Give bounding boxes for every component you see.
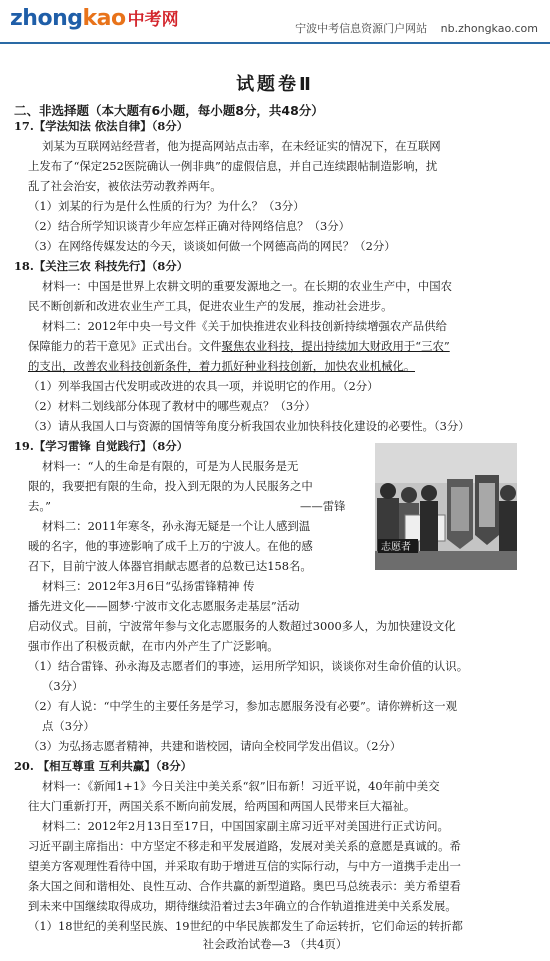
q19-text-line: 启动仪式。目前，宁波常年参与文化志愿服务的人数超过3000多人，为加快建设文化	[28, 619, 456, 633]
q18-underlined-text: 的支出，改善农业科技创新条件，	[28, 359, 199, 373]
q18-text-line: 材料二：2012年中央一号文件《关于加快推进农业科技创新持续增强农产品供给	[42, 319, 447, 333]
q17-sub2: （2）结合所学知识谈青少年应怎样正确对待网络信息？（3分）	[28, 219, 351, 233]
logo-text-zhong: zhong	[10, 6, 83, 31]
page-footer: 社会政治试卷—3 （共4页）	[202, 937, 348, 951]
site-name: 宁波中考信息资源门户网站	[295, 22, 428, 35]
q18-text-line: 民不断创新和改进农业生产工具，促进农业生产的发展，推动社会进步。	[28, 299, 393, 313]
q19-text-line: 播先进文化——圆梦·宁波市文化志愿服务走基层”活动	[28, 599, 300, 613]
q18-sub1: （1）列举我国古代发明或改进的农具一项，并说明它的作用。（2分）	[28, 379, 379, 393]
q18-sub2: （2）材料二划线部分体现了教材中的哪些观点？（3分）	[28, 399, 316, 413]
q19-text-line: 暖的名字，他的事迹影响了成千上万的宁波人。在他的感	[28, 539, 313, 553]
q17-sub3: （3）在网络传媒发达的今天，谈谈如何做一个网德高尚的网民？（2分）	[28, 239, 396, 253]
q18-underlined-text: 着力抓好种业科技创新，	[198, 359, 325, 373]
q20-text-line: 到未来中国继续取得成功，期待继续沿着过去3年确立的合作轨道推进美中关系发展。	[28, 899, 457, 913]
q18-heading: 18.【关注三农 科技先行】（8分）	[14, 259, 189, 273]
q19-sub1: （1）结合雷锋、孙永海及志愿者们的事迹，运用所学知识，谈谈你对生命价值的认识。	[28, 659, 469, 673]
q20-text-line: 材料二：2012年2月13日至17日，中国国家副主席习近平对美国进行正式访问。	[42, 819, 449, 833]
q18-underlined-text: 聚焦农业科技，提出持续加大财政用于“三农”	[221, 339, 450, 353]
paper-title: 试题卷Ⅱ	[236, 74, 314, 95]
q19-text-line: 限的，我要把有限的生命，投入到无限的为人民服务之中	[28, 479, 313, 493]
q17-text-line: 上发布了“保定252医院确认一例非典”的虚假信息，并自己连续跟帖制造影响，扰	[28, 159, 438, 173]
q19-text-line: 去。”	[28, 499, 51, 513]
q18-underlined-text: 加快农业机械化。	[324, 359, 416, 373]
zhongkao-logo[interactable]	[10, 6, 179, 33]
site-url[interactable]: nb.zhongkao.com	[440, 22, 538, 35]
q19-text-line: 材料一：“人的生命是有限的，可是为人民服务是无	[42, 459, 299, 473]
q18-sub3: （3）请从我国人口与资源的国情等角度分析我国农业加快科技化建设的必要性。（3分）	[28, 419, 470, 433]
q19-sub2-points: 点（3分）	[42, 719, 95, 733]
q19-heading: 19.【学习雷锋 自觉践行】（8分）	[14, 439, 189, 453]
q19-text-line: 召下，目前宁波人体器官捐献志愿者的总数已达158名。	[28, 559, 312, 573]
logo-text-kao: kao	[82, 6, 126, 31]
q19-text-line: 材料二：2011年寒冬，孙永海无疑是一个让人感到温	[42, 519, 311, 533]
q20-text-line: 条大国之间和谐相处、良性互动、合作共赢的新型道路。奥巴马总统表示：美方希望看	[28, 879, 461, 893]
volunteer-photo-illustration	[375, 443, 517, 570]
q20-sub1: （1）18世纪的美利坚民族、19世纪的中华民族都发生了命运转折，它们命运的转折都	[28, 919, 463, 933]
q20-text-line: 习近平副主席指出：中方坚定不移走和平发展道路，发展对美关系的意愿是真诚的。希	[28, 839, 461, 853]
q18-text-line	[28, 356, 415, 376]
q19-text-line: 材料三：2012年3月6日“弘扬雷锋精神 传	[42, 579, 255, 593]
photo-banner-text: 志愿者	[381, 542, 411, 553]
q18-text-line: 材料一：中国是世界上农耕文明的重要发源地之一。在长期的农业生产中，中国农	[42, 279, 453, 293]
q17-text-line: 乱了社会治安，被依法劳动教养两年。	[28, 179, 222, 193]
q17-text-line: 刘某为互联网站经营者，他为提高网站点击率，在未经证实的情况下，在互联网	[42, 139, 441, 153]
volunteer-photo	[375, 443, 517, 570]
q19-text-line: 强市作出了积极贡献，在市内外产生了广泛影响。	[28, 639, 279, 653]
site-header	[0, 0, 550, 44]
q18-text-line	[28, 336, 450, 356]
q20-text-line: 材料一：《新闻1+1》今日关注中美关系“叙”旧布新！习近平说，40年前中美交	[42, 779, 440, 793]
q17-heading: 17.【学法知法 依法自律】（8分）	[14, 119, 189, 133]
q19-sub1-points: （3分）	[42, 679, 84, 693]
site-info	[285, 20, 538, 36]
q20-text-line: 望美方客观理性看待中国，并采取有助于增进互信的实际行动，与中方一道携手走出一	[28, 859, 461, 873]
logo-text-cn: 中考网	[127, 10, 179, 30]
q19-sub3: （3）为弘扬志愿者精神，共建和谐校园，请向全校同学发出倡议。（2分）	[28, 739, 402, 753]
q18-text-plain: 保障能力的若干意见》正式出台。文件	[28, 339, 222, 353]
q19-quote-author: ——雷锋	[300, 499, 346, 513]
q17-sub1: （1）刘某的行为是什么性质的行为？为什么？（3分）	[28, 199, 305, 213]
q20-text-line: 往大门重新打开，两国关系不断向前发展，给两国和两国人民带来巨大福祉。	[28, 799, 416, 813]
section-heading: 二、非选择题（本大题有6小题，每小题8分，共48分）	[14, 103, 324, 118]
q19-sub2: （2）有人说：“中学生的主要任务是学习，参加志愿服务没有必要”。请你辨析这一观	[28, 699, 457, 713]
q20-heading: 20. 【相互尊重 互利共赢】（8分）	[14, 759, 193, 773]
